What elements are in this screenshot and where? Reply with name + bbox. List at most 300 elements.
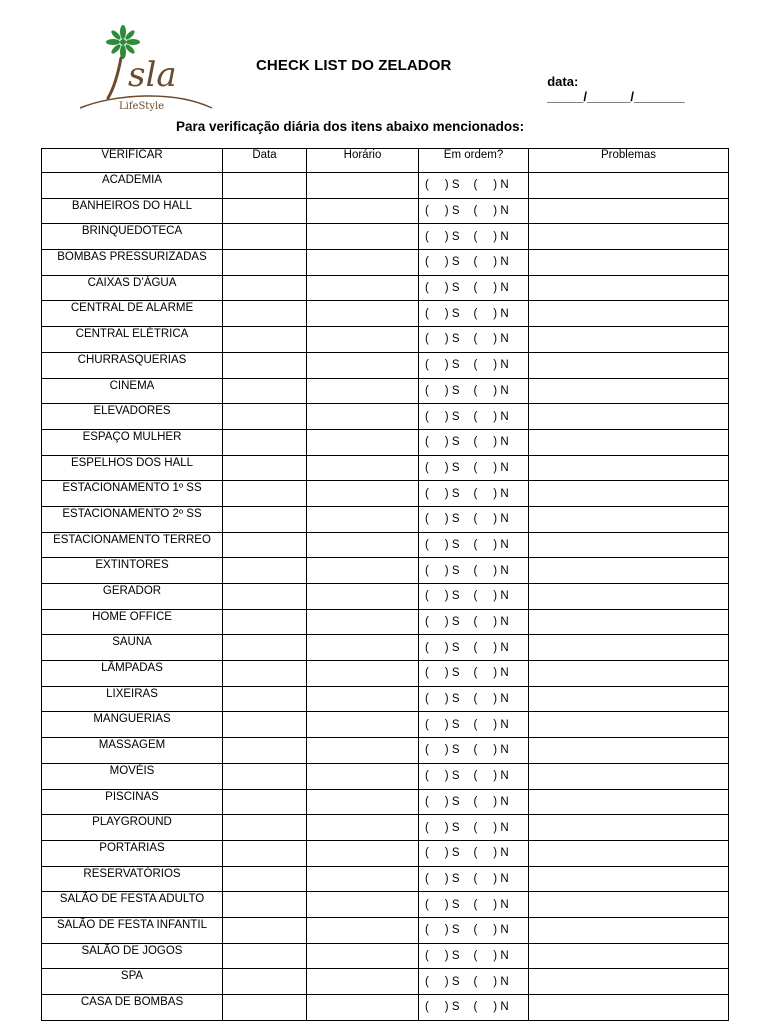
in-order-cell	[419, 789, 529, 815]
time-cell[interactable]	[307, 173, 419, 199]
in-order-cell	[419, 892, 529, 918]
table-row	[42, 969, 729, 995]
yes-checkbox[interactable]: ( ) S	[425, 487, 460, 500]
item-name-cell: BRINQUEDOTECA	[42, 224, 223, 250]
yes-no-options	[419, 308, 528, 320]
time-cell[interactable]	[307, 584, 419, 610]
problems-cell[interactable]	[529, 609, 729, 635]
item-name-cell: ACADEMIA	[42, 173, 223, 199]
in-order-cell	[419, 455, 529, 481]
item-name-cell: HOME OFFICE	[42, 609, 223, 635]
no-checkbox[interactable]: ( ) N	[473, 282, 509, 295]
logo-tagline: LifeStyle	[119, 101, 165, 112]
in-order-cell	[419, 815, 529, 841]
table-row	[42, 840, 729, 866]
in-order-cell	[419, 301, 529, 327]
yes-checkbox[interactable]: ( ) S	[425, 949, 460, 962]
no-checkbox[interactable]: ( ) N	[473, 744, 509, 757]
in-order-cell	[419, 635, 529, 661]
no-checkbox[interactable]: ( ) N	[473, 924, 509, 937]
time-cell[interactable]	[307, 943, 419, 969]
in-order-cell	[419, 995, 529, 1021]
table-row	[42, 532, 729, 558]
table-row	[42, 173, 729, 199]
yes-checkbox[interactable]: ( ) S	[425, 718, 460, 731]
item-name-cell: SAUNA	[42, 635, 223, 661]
date-field	[540, 59, 685, 104]
no-checkbox[interactable]: ( ) N	[473, 436, 509, 449]
in-order-cell	[419, 429, 529, 455]
problems-cell[interactable]	[529, 455, 729, 481]
yes-checkbox[interactable]: ( ) S	[425, 282, 460, 295]
yes-checkbox[interactable]: ( ) S	[425, 538, 460, 551]
date-cell[interactable]	[223, 275, 307, 301]
table-row	[42, 250, 729, 276]
date-cell[interactable]	[223, 866, 307, 892]
time-cell[interactable]	[307, 301, 419, 327]
time-cell[interactable]	[307, 378, 419, 404]
date-cell[interactable]	[223, 892, 307, 918]
no-checkbox[interactable]: ( ) N	[473, 693, 509, 706]
no-checkbox[interactable]: ( ) N	[473, 1001, 509, 1014]
yes-no-options	[419, 411, 528, 423]
in-order-cell	[419, 275, 529, 301]
in-order-cell	[419, 840, 529, 866]
no-checkbox[interactable]: ( ) N	[473, 975, 509, 988]
table-row	[42, 224, 729, 250]
yes-no-options	[419, 513, 528, 525]
yes-no-options	[419, 282, 528, 294]
item-name-cell: SPA	[42, 969, 223, 995]
yes-checkbox[interactable]: ( ) S	[425, 641, 460, 654]
yes-checkbox[interactable]: ( ) S	[425, 461, 460, 474]
yes-no-options	[419, 462, 528, 474]
problems-cell[interactable]	[529, 712, 729, 738]
yes-checkbox[interactable]: ( ) S	[425, 359, 460, 372]
table-row	[42, 943, 729, 969]
yes-no-options	[419, 719, 528, 731]
yes-no-options	[419, 924, 528, 936]
no-checkbox[interactable]: ( ) N	[473, 487, 509, 500]
problems-cell[interactable]	[529, 173, 729, 199]
in-order-cell	[419, 917, 529, 943]
item-name-cell: MANGUERIAS	[42, 712, 223, 738]
yes-no-options	[419, 642, 528, 654]
yes-checkbox[interactable]: ( ) S	[425, 872, 460, 885]
date-cell[interactable]	[223, 917, 307, 943]
yes-no-options	[419, 822, 528, 834]
problems-cell[interactable]	[529, 352, 729, 378]
table-row	[42, 198, 729, 224]
problems-cell[interactable]	[529, 738, 729, 764]
problems-cell[interactable]	[529, 840, 729, 866]
item-name-cell: SALÃO DE FESTA INFANTIL	[42, 917, 223, 943]
in-order-cell	[419, 686, 529, 712]
yes-checkbox[interactable]: ( ) S	[425, 513, 460, 526]
time-cell[interactable]	[307, 224, 419, 250]
table-row	[42, 584, 729, 610]
table-row	[42, 404, 729, 430]
no-checkbox[interactable]: ( ) N	[473, 641, 509, 654]
date-cell[interactable]	[223, 173, 307, 199]
time-cell[interactable]	[307, 866, 419, 892]
table-row	[42, 661, 729, 687]
date-cell[interactable]	[223, 969, 307, 995]
date-cell[interactable]	[223, 558, 307, 584]
item-name-cell: LIXEIRAS	[42, 686, 223, 712]
item-name-cell: CINEMA	[42, 378, 223, 404]
date-cell[interactable]	[223, 943, 307, 969]
date-cell[interactable]	[223, 815, 307, 841]
yes-no-options	[419, 333, 528, 345]
date-cell[interactable]	[223, 712, 307, 738]
problems-cell[interactable]	[529, 763, 729, 789]
problems-cell[interactable]	[529, 327, 729, 353]
problems-cell[interactable]	[529, 275, 729, 301]
no-checkbox[interactable]: ( ) N	[473, 590, 509, 603]
problems-cell[interactable]	[529, 481, 729, 507]
yes-checkbox[interactable]: ( ) S	[425, 898, 460, 911]
table-row	[42, 686, 729, 712]
item-name-cell: ESTACIONAMENTO 2º SS	[42, 506, 223, 532]
in-order-cell	[419, 224, 529, 250]
checklist-table	[41, 148, 729, 1021]
table-row	[42, 455, 729, 481]
no-checkbox[interactable]: ( ) N	[473, 667, 509, 680]
item-name-cell: ESTACIONAMENTO 1º SS	[42, 481, 223, 507]
yes-no-options	[419, 436, 528, 448]
problems-cell[interactable]	[529, 661, 729, 687]
no-checkbox[interactable]: ( ) N	[473, 616, 509, 629]
date-blank: _____/______/_______	[547, 89, 685, 104]
in-order-cell	[419, 506, 529, 532]
table-row	[42, 892, 729, 918]
problems-cell[interactable]	[529, 250, 729, 276]
problems-cell[interactable]	[529, 301, 729, 327]
yes-checkbox[interactable]: ( ) S	[425, 410, 460, 423]
yes-no-options	[419, 565, 528, 577]
time-cell[interactable]	[307, 429, 419, 455]
no-checkbox[interactable]: ( ) N	[473, 847, 509, 860]
yes-checkbox[interactable]: ( ) S	[425, 564, 460, 577]
date-cell[interactable]	[223, 532, 307, 558]
item-name-cell: RESERVATÓRIOS	[42, 866, 223, 892]
problems-cell[interactable]	[529, 995, 729, 1021]
table-row	[42, 995, 729, 1021]
table-header-row	[42, 149, 729, 173]
time-cell[interactable]	[307, 763, 419, 789]
table-row	[42, 917, 729, 943]
date-cell[interactable]	[223, 686, 307, 712]
problems-cell[interactable]	[529, 815, 729, 841]
problems-cell[interactable]	[529, 943, 729, 969]
no-checkbox[interactable]: ( ) N	[473, 564, 509, 577]
column-header-data: Data	[223, 149, 307, 173]
in-order-cell	[419, 173, 529, 199]
in-order-cell	[419, 250, 529, 276]
table-row	[42, 301, 729, 327]
no-checkbox[interactable]: ( ) N	[473, 949, 509, 962]
yes-no-options	[419, 667, 528, 679]
yes-no-options	[419, 539, 528, 551]
time-cell[interactable]	[307, 917, 419, 943]
checklist-body	[42, 173, 729, 1021]
no-checkbox[interactable]: ( ) N	[473, 461, 509, 474]
in-order-cell	[419, 352, 529, 378]
time-cell[interactable]	[307, 840, 419, 866]
column-header-problemas: Problemas	[529, 149, 729, 173]
table-row	[42, 789, 729, 815]
in-order-cell	[419, 943, 529, 969]
time-cell[interactable]	[307, 712, 419, 738]
table-row	[42, 352, 729, 378]
time-cell[interactable]	[307, 738, 419, 764]
time-cell[interactable]	[307, 686, 419, 712]
item-name-cell: MOVÉIS	[42, 763, 223, 789]
item-name-cell: CASA DE BOMBAS	[42, 995, 223, 1021]
date-cell[interactable]	[223, 635, 307, 661]
yes-checkbox[interactable]: ( ) S	[425, 590, 460, 603]
table-row	[42, 506, 729, 532]
no-checkbox[interactable]: ( ) N	[473, 410, 509, 423]
yes-checkbox[interactable]: ( ) S	[425, 975, 460, 988]
problems-cell[interactable]	[529, 404, 729, 430]
table-row	[42, 866, 729, 892]
yes-no-options	[419, 976, 528, 988]
column-header-em-ordem: Em ordem?	[419, 149, 529, 173]
problems-cell[interactable]	[529, 686, 729, 712]
no-checkbox[interactable]: ( ) N	[473, 718, 509, 731]
in-order-cell	[419, 712, 529, 738]
yes-no-options	[419, 179, 528, 191]
no-checkbox[interactable]: ( ) N	[473, 795, 509, 808]
problems-cell[interactable]	[529, 789, 729, 815]
item-name-cell: SALÃO DE FESTA ADULTO	[42, 892, 223, 918]
yes-checkbox[interactable]: ( ) S	[425, 333, 460, 346]
date-cell[interactable]	[223, 584, 307, 610]
date-cell[interactable]	[223, 455, 307, 481]
date-cell[interactable]	[223, 506, 307, 532]
time-cell[interactable]	[307, 995, 419, 1021]
yes-checkbox[interactable]: ( ) S	[425, 693, 460, 706]
item-name-cell: MASSAGEM	[42, 738, 223, 764]
yes-no-options	[419, 693, 528, 705]
date-cell[interactable]	[223, 661, 307, 687]
column-header-horario: Horário	[307, 149, 419, 173]
yes-checkbox[interactable]: ( ) S	[425, 847, 460, 860]
in-order-cell	[419, 738, 529, 764]
date-cell[interactable]	[223, 481, 307, 507]
item-name-cell: GERADOR	[42, 584, 223, 610]
item-name-cell: EXTINTORES	[42, 558, 223, 584]
yes-checkbox[interactable]: ( ) S	[425, 179, 460, 192]
in-order-cell	[419, 661, 529, 687]
problems-cell[interactable]	[529, 558, 729, 584]
no-checkbox[interactable]: ( ) N	[473, 821, 509, 834]
yes-checkbox[interactable]: ( ) S	[425, 770, 460, 783]
time-cell[interactable]	[307, 352, 419, 378]
problems-cell[interactable]	[529, 198, 729, 224]
time-cell[interactable]	[307, 275, 419, 301]
date-cell[interactable]	[223, 250, 307, 276]
in-order-cell	[419, 532, 529, 558]
table-row	[42, 635, 729, 661]
no-checkbox[interactable]: ( ) N	[473, 307, 509, 320]
table-row	[42, 609, 729, 635]
table-row	[42, 429, 729, 455]
date-cell[interactable]	[223, 429, 307, 455]
yes-no-options	[419, 616, 528, 628]
date-cell[interactable]	[223, 763, 307, 789]
no-checkbox[interactable]: ( ) N	[473, 872, 509, 885]
yes-no-options	[419, 796, 528, 808]
time-cell[interactable]	[307, 404, 419, 430]
in-order-cell	[419, 866, 529, 892]
in-order-cell	[419, 763, 529, 789]
date-cell[interactable]	[223, 738, 307, 764]
item-name-cell: PISCINAS	[42, 789, 223, 815]
item-name-cell: LÂMPADAS	[42, 661, 223, 687]
in-order-cell	[419, 969, 529, 995]
in-order-cell	[419, 378, 529, 404]
yes-checkbox[interactable]: ( ) S	[425, 616, 460, 629]
yes-no-options	[419, 590, 528, 602]
date-cell[interactable]	[223, 224, 307, 250]
yes-no-options	[419, 385, 528, 397]
time-cell[interactable]	[307, 198, 419, 224]
date-cell[interactable]	[223, 840, 307, 866]
in-order-cell	[419, 327, 529, 353]
date-cell[interactable]	[223, 352, 307, 378]
yes-checkbox[interactable]: ( ) S	[425, 230, 460, 243]
problems-cell[interactable]	[529, 378, 729, 404]
yes-no-options	[419, 231, 528, 243]
time-cell[interactable]	[307, 609, 419, 635]
table-row	[42, 763, 729, 789]
yes-checkbox[interactable]: ( ) S	[425, 1001, 460, 1014]
problems-cell[interactable]	[529, 969, 729, 995]
yes-checkbox[interactable]: ( ) S	[425, 744, 460, 757]
in-order-cell	[419, 584, 529, 610]
date-cell[interactable]	[223, 378, 307, 404]
item-name-cell: CHURRASQUERIAS	[42, 352, 223, 378]
no-checkbox[interactable]: ( ) N	[473, 230, 509, 243]
no-checkbox[interactable]: ( ) N	[473, 384, 509, 397]
time-cell[interactable]	[307, 506, 419, 532]
yes-checkbox[interactable]: ( ) S	[425, 795, 460, 808]
time-cell[interactable]	[307, 815, 419, 841]
item-name-cell: CAIXAS D’ÁGUA	[42, 275, 223, 301]
time-cell[interactable]	[307, 635, 419, 661]
yes-checkbox[interactable]: ( ) S	[425, 436, 460, 449]
item-name-cell: ELEVADORES	[42, 404, 223, 430]
time-cell[interactable]	[307, 892, 419, 918]
time-cell[interactable]	[307, 455, 419, 481]
yes-checkbox[interactable]: ( ) S	[425, 667, 460, 680]
problems-cell[interactable]	[529, 584, 729, 610]
table-row	[42, 481, 729, 507]
problems-cell[interactable]	[529, 506, 729, 532]
time-cell[interactable]	[307, 558, 419, 584]
no-checkbox[interactable]: ( ) N	[473, 179, 509, 192]
yes-no-options	[419, 256, 528, 268]
in-order-cell	[419, 481, 529, 507]
no-checkbox[interactable]: ( ) N	[473, 770, 509, 783]
time-cell[interactable]	[307, 661, 419, 687]
yes-no-options	[419, 744, 528, 756]
table-row	[42, 558, 729, 584]
table-row	[42, 327, 729, 353]
item-name-cell: ESTACIONAMENTO TERREO	[42, 532, 223, 558]
instructions-subtitle: Para verificação diária dos itens abaixo mencionados:	[176, 119, 525, 134]
time-cell[interactable]	[307, 789, 419, 815]
date-cell[interactable]	[223, 995, 307, 1021]
yes-no-options	[419, 847, 528, 859]
no-checkbox[interactable]: ( ) N	[473, 333, 509, 346]
item-name-cell: BOMBAS PRESSURIZADAS	[42, 250, 223, 276]
yes-no-options	[419, 950, 528, 962]
date-cell[interactable]	[223, 198, 307, 224]
yes-no-options	[419, 873, 528, 885]
logo-wordmark: sla	[128, 55, 177, 95]
table-row	[42, 738, 729, 764]
problems-cell[interactable]	[529, 429, 729, 455]
problems-cell[interactable]	[529, 635, 729, 661]
yes-checkbox[interactable]: ( ) S	[425, 384, 460, 397]
item-name-cell: ESPAÇO MULHER	[42, 429, 223, 455]
in-order-cell	[419, 198, 529, 224]
table-row	[42, 378, 729, 404]
date-cell[interactable]	[223, 609, 307, 635]
item-name-cell: PORTARIAS	[42, 840, 223, 866]
yes-checkbox[interactable]: ( ) S	[425, 924, 460, 937]
yes-checkbox[interactable]: ( ) S	[425, 821, 460, 834]
yes-checkbox[interactable]: ( ) S	[425, 256, 460, 269]
item-name-cell: ESPELHOS DOS HALL	[42, 455, 223, 481]
yes-no-options	[419, 899, 528, 911]
yes-checkbox[interactable]: ( ) S	[425, 205, 460, 218]
time-cell[interactable]	[307, 532, 419, 558]
problems-cell[interactable]	[529, 892, 729, 918]
problems-cell[interactable]	[529, 224, 729, 250]
problems-cell[interactable]	[529, 866, 729, 892]
date-cell[interactable]	[223, 327, 307, 353]
no-checkbox[interactable]: ( ) N	[473, 359, 509, 372]
time-cell[interactable]	[307, 250, 419, 276]
table-row	[42, 712, 729, 738]
yes-checkbox[interactable]: ( ) S	[425, 307, 460, 320]
date-cell[interactable]	[223, 301, 307, 327]
item-name-cell: SALÃO DE JOGOS	[42, 943, 223, 969]
problems-cell[interactable]	[529, 532, 729, 558]
date-cell[interactable]	[223, 404, 307, 430]
date-cell[interactable]	[223, 789, 307, 815]
time-cell[interactable]	[307, 969, 419, 995]
no-checkbox[interactable]: ( ) N	[473, 256, 509, 269]
no-checkbox[interactable]: ( ) N	[473, 538, 509, 551]
no-checkbox[interactable]: ( ) N	[473, 205, 509, 218]
no-checkbox[interactable]: ( ) N	[473, 513, 509, 526]
column-header-verificar: VERIFICAR	[42, 149, 223, 173]
yes-no-options	[419, 488, 528, 500]
no-checkbox[interactable]: ( ) N	[473, 898, 509, 911]
table-row	[42, 275, 729, 301]
time-cell[interactable]	[307, 481, 419, 507]
time-cell[interactable]	[307, 327, 419, 353]
item-name-cell: BANHEIROS DO HALL	[42, 198, 223, 224]
problems-cell[interactable]	[529, 917, 729, 943]
in-order-cell	[419, 609, 529, 635]
